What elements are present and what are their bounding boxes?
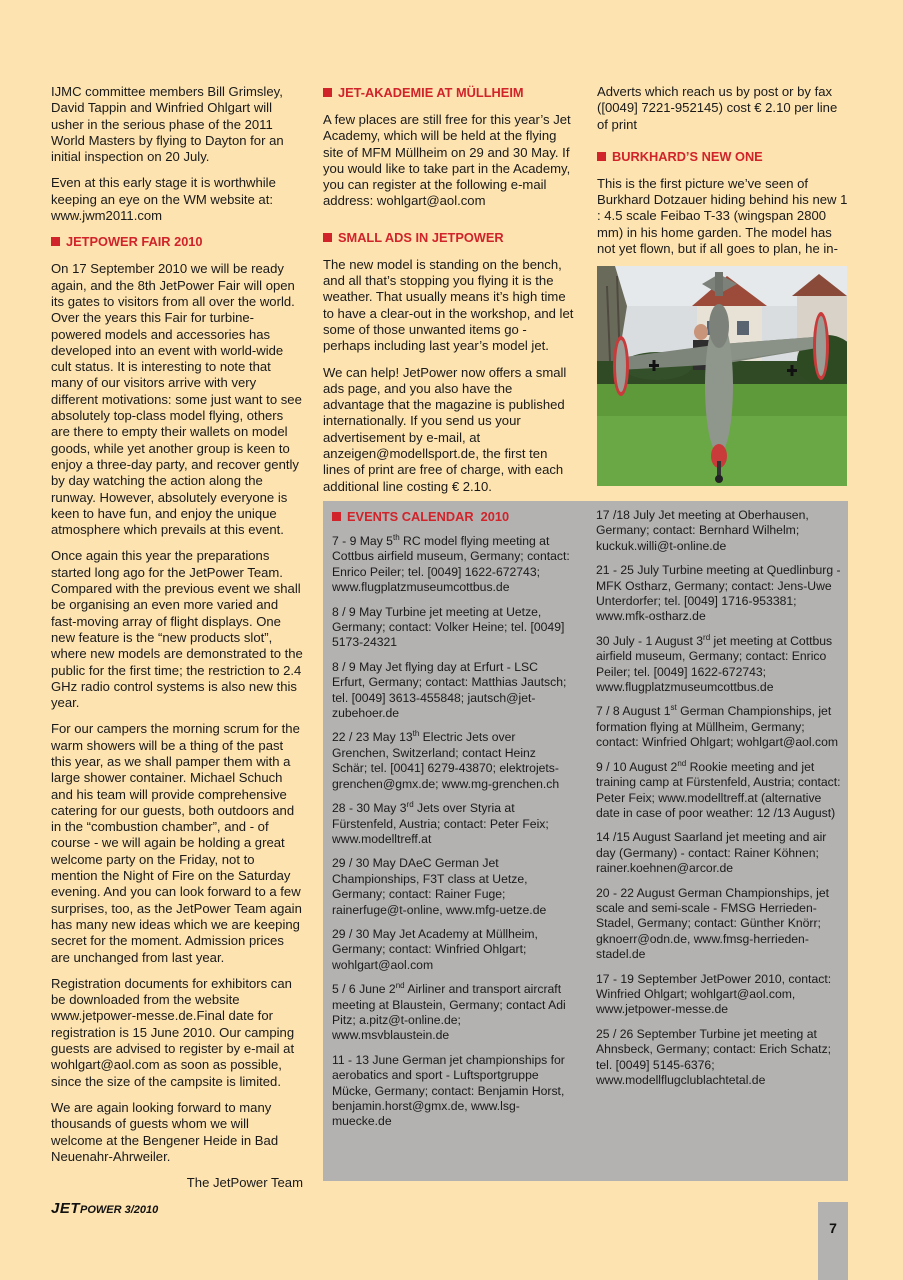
paragraph: This is the first picture we’ve seen of Burkhard Dotzauer hiding behind his new 1 : 4.5 scale Feibao T-33 (wingspan 2800 mm) in his home garden. The model has not yet flown, but if all goes to plan, he in- bbox=[597, 175, 848, 257]
event-entry: 29 / 30 May DAeC German Jet Championships, F3T class at Uetze, Germany; contact: Rainer Fuge; rainerfuge@t-online, www.mfg-uetze.de bbox=[332, 856, 547, 917]
paragraph: Adverts which reach us by post or by fax ([0049] 7221-952145) cost € 2.10 per line of print bbox=[597, 84, 838, 132]
event-entry: 20 - 22 August German Championships, jet scale and semi-scale - FMSG Herrieden-Stadel, Germany; contact: Günther Knörr; gknoerr@odn.de, www.fmsg-herrieden-stadel.de bbox=[596, 885, 830, 962]
square-bullet-icon bbox=[597, 152, 606, 161]
event-entry: 30 July - 1 August 3rd jet meeting at Cottbus airfield museum, Germany; contact: Enrico Peiler; tel. [0049] 1622-672743; www.flugplatzmuseumcottbus.de bbox=[596, 632, 833, 695]
section-heading-jet-akademie: JET-AKADEMIE AT MÜLLHEIM bbox=[323, 85, 577, 101]
event-entry: 14 /15 August Saarland jet meeting and air day (Germany) - contact: Rainer Köhnen; rainer.koehnen@arcor.de bbox=[596, 830, 827, 876]
paragraph: We can help! JetPower now offers a small ads page, and you also have the advantage that the magazine is published internationally. If you send us your advertisement by e-mail, at anzeigen@modellsport.de, the first ten lines of print are free of charge, with each additional line costing € 2.10. bbox=[323, 364, 567, 494]
event-entry: 11 - 13 June German jet championships for aerobatics and sport - Luftsportgruppe Mücke, Germany; contact: Benjamin Horst, benjamin.horst@gmx.de, www.lsg-muecke.de bbox=[332, 1052, 565, 1129]
event-entry: 22 / 23 May 13th Electric Jets over Grenchen, Switzerland; contact Heinz Schär; tel. [0041] 6279-43870; elektrojets-grenchen@gmx.de; www.mg-grenchen.ch bbox=[332, 729, 560, 791]
column-right bbox=[597, 84, 849, 267]
paragraph: Registration documents for exhibitors can be downloaded from the website www.jetpower-messe.de.Final date for registration is 15 June 2010. Our camping guests are advised to register by e-mail at wohlgart@aol.com as soon as possible, since the size of the campsite is limited. bbox=[51, 975, 295, 1089]
paragraph: Once again this year the preparations started long ago for the JetPower Team. Compared with the previous event we shall be organising an even more varied and fast-moving array of flight displays. One new feature is the “new products slot”, where new models are demonstrated to the public for the first time; the restriction to 2.4 GHz radio control systems is also new this year. bbox=[51, 548, 303, 711]
event-entry: 17 - 19 September JetPower 2010, contact: Winfried Ohlgart; wohlgart@aol.com, www.jetpower-messe.de bbox=[596, 971, 832, 1017]
section-heading-jetpower-fair: JETPOWER FAIR 2010 bbox=[51, 234, 303, 250]
event-entry: 21 - 25 July Turbine meeting at Quedlinburg - MFK Ostharz, Germany; contact: Jens-Uwe Unterdorfer; tel. [0049] 1716-953381; www.mfk-ostharz.de bbox=[596, 563, 841, 624]
event-entry: 9 / 10 August 2nd Rookie meeting and jet training camp at Fürstenfeld, Austria; contact: Peter Feix; www.modelltreff.at (alternative date in case of poor weather: 12 /13 August) bbox=[596, 758, 841, 820]
events-column-right bbox=[596, 508, 842, 1097]
square-bullet-icon bbox=[323, 88, 332, 97]
event-entry: 7 / 8 August 1st German Championships, jet formation flying at Müllheim, Germany; contact: Winfried Ohlgart; wohlgart@aol.com bbox=[596, 703, 839, 750]
square-bullet-icon bbox=[51, 237, 60, 246]
paragraph: The new model is standing on the bench, and all that’s stopping you flying it is the weather. That usually means it’s high time to have a clear-out in the workshop, and let some of those unwanted items go - perhaps including last year’s model jet. bbox=[323, 256, 574, 354]
section-heading-events-calendar: EVENTS CALENDAR 2010 bbox=[332, 509, 572, 525]
event-entry: 8 / 9 May Jet flying day at Erfurt - LSC Erfurt, Germany; contact: Matthias Jautsch; tel. [0049] 3613-455848; jautsch@jet-zubehoer.de bbox=[332, 659, 567, 721]
paragraph: Even at this early stage it is worthwhile keeping an eye on the WM website at: www.jwm2011.com bbox=[51, 175, 276, 224]
event-entry: 5 / 6 June 2nd Airliner and transport aircraft meeting at Blaustein, Germany; contact Adi Pitz; a.pitz@t-online.de; www.msvblaustein.de bbox=[332, 981, 566, 1043]
events-calendar-box bbox=[323, 501, 848, 1181]
event-entry: 28 - 30 May 3rd Jets over Styria at Fürstenfeld, Austria; contact: Peter Feix; www.modelltreff.at bbox=[332, 800, 549, 846]
event-entry: 8 / 9 May Turbine jet meeting at Uetze, Germany; contact: Volker Heine; tel. [0049] 5173-24321 bbox=[332, 604, 565, 650]
section-heading-small-ads: SMALL ADS IN JETPOWER bbox=[323, 230, 577, 246]
paragraph: For our campers the morning scrum for the warm showers will be a thing of the past this year, as we shall pamper them with a large shower container. Michael Schuch and his team will provide comprehensive catering for our guests, both outdoors and in the “combustion chamber”, and - of course - we will again be holding a great welcome party on the Friday, not to mention the Night of Fire on the Saturday evening. And you can look forward to a few surprises, too, as the JetPower Team again has many new ideas which we are keeping secret for the moment. Admission prices are unchanged from last year. bbox=[51, 721, 302, 965]
column-middle bbox=[323, 84, 577, 505]
paragraph: We are again looking forward to many thousands of guests whom we will welcome at the Bengener Heide in Bad Neuenahr-Ahrweiler. bbox=[51, 1099, 279, 1164]
section-heading-burkhards-new-one: BURKHARD’S NEW ONE bbox=[597, 149, 849, 165]
event-entry: 7 - 9 May 5th RC model flying meeting at Cottbus airfield museum, Germany; contact: Enrico Peiler; tel. [0049] 1622-672743; www.flugplatzmuseumcottbus.de bbox=[332, 533, 570, 595]
signature: The JetPower Team bbox=[186, 1175, 303, 1191]
page-number-tab bbox=[818, 1202, 848, 1280]
column-left bbox=[51, 84, 303, 1191]
event-entry: 29 / 30 May Jet Academy at Müllheim, Germany; contact: Winfried Ohlgart; wohlgart@aol.com bbox=[332, 926, 538, 972]
jet-photo-illustration bbox=[597, 266, 847, 486]
event-entry: 25 / 26 September Turbine jet meeting at Ahnsbeck, Germany; contact: Erich Schatz; tel. [0049] 5145-6376; www.modellflugclublachtetal.de bbox=[596, 1026, 832, 1087]
event-entry: 17 /18 July Jet meeting at Oberhausen, Germany; contact: Bernhard Wilhelm; kuckuk.willi@t-online.de bbox=[596, 508, 809, 553]
paragraph: IJMC committee members Bill Grimsley, David Tappin and Winfried Ohlgart will usher in the serious phase of the 2011 World Masters by flying to Dayton for an initial inspection on 20 July. bbox=[51, 84, 284, 165]
magazine-logo: JETPOWER 3/2010 bbox=[51, 1200, 159, 1217]
model-jet-photo bbox=[597, 266, 847, 486]
page-number: 7 bbox=[829, 1220, 837, 1236]
paragraph: On 17 September 2010 we will be ready again, and the 8th JetPower Fair will open its gates to visitors from all over the world. Over the years this Fair for turbine-powered models and accessories has developed into an event with world-wide cult status. It is interesting to note that many of our visitors arrive with very different motivations: some just want to see absolutely top-class model flying, others are there to empty their wallets on model goods, while yet another group is keen to enjoy a three-day party, and recover gently by day watching the action along the runway. However, absolutely everyone is keen to have fun, and enjoy the unique atmosphere which prevails at this event. bbox=[51, 261, 302, 538]
square-bullet-icon bbox=[332, 512, 341, 521]
paragraph: A few places are still free for this year’s Jet Academy, which will be held at the flying site of MFM Müllheim on 29 and 30 May. If you would like to take part in the Academy, you can register at the following e-mail address: wohlgart@aol.com bbox=[323, 112, 571, 209]
events-column-left bbox=[332, 509, 572, 1139]
square-bullet-icon bbox=[323, 233, 332, 242]
